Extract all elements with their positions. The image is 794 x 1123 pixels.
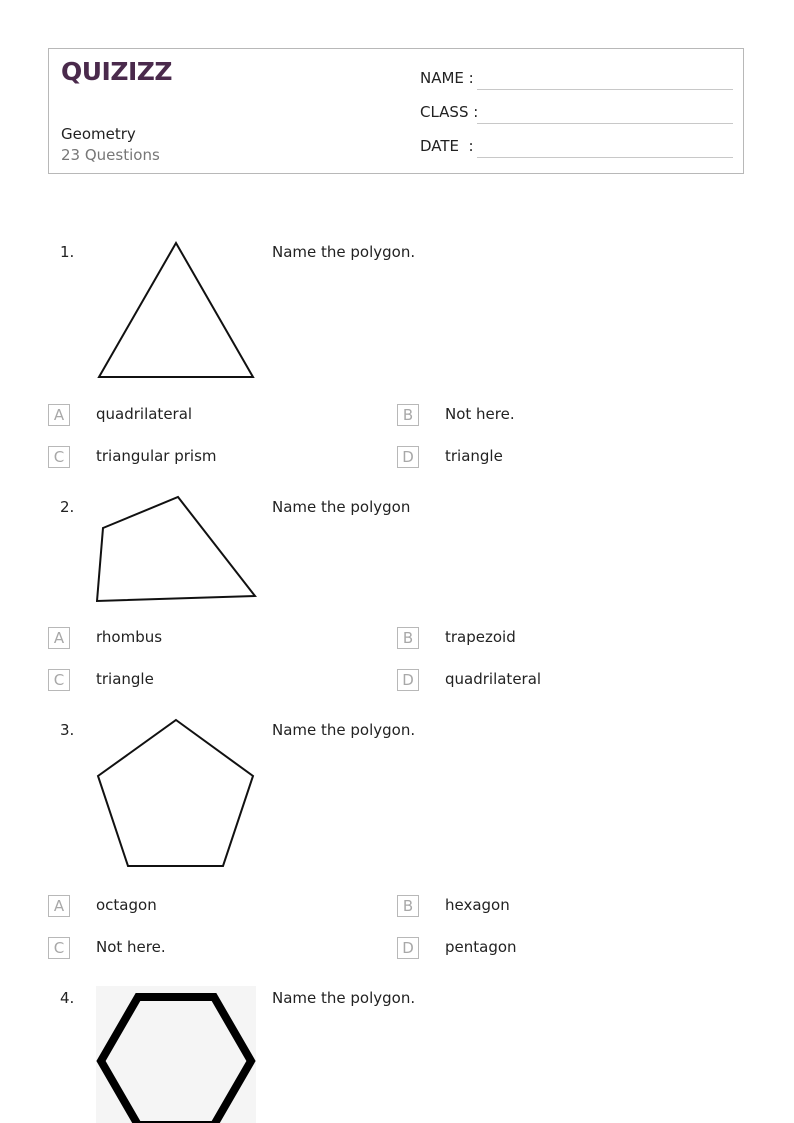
quadrilateral-figure <box>96 494 258 604</box>
option-letter: A <box>48 627 70 649</box>
option-text: octagon <box>96 896 157 914</box>
option-text: triangle <box>96 670 154 688</box>
question-3-text: Name the polygon. <box>272 721 416 739</box>
option-text: quadrilateral <box>96 405 193 423</box>
name-label: NAME : <box>420 69 474 87</box>
option-text: hexagon <box>445 896 510 914</box>
option-letter: D <box>397 669 419 691</box>
option-letter: D <box>397 446 419 468</box>
option-letter: C <box>48 669 70 691</box>
option-text: quadrilateral <box>445 670 542 688</box>
question-3-option-c[interactable] <box>48 937 348 961</box>
option-text: Not here. <box>96 938 166 956</box>
option-text: trapezoid <box>445 628 516 646</box>
option-letter: D <box>397 937 419 959</box>
hexagon-figure <box>96 986 256 1123</box>
question-3-number: 3. <box>60 721 75 739</box>
date-line <box>477 157 733 158</box>
option-letter: C <box>48 937 70 959</box>
question-4-text: Name the polygon. <box>272 989 416 1007</box>
option-letter: A <box>48 404 70 426</box>
option-text: pentagon <box>445 938 517 956</box>
question-1-option-b[interactable] <box>397 404 697 428</box>
option-letter: B <box>397 895 419 917</box>
question-3-option-a[interactable] <box>48 895 348 919</box>
option-text: Not here. <box>445 405 515 423</box>
question-2-text: Name the polygon <box>272 498 411 516</box>
class-line <box>477 123 733 124</box>
name-line <box>477 89 733 90</box>
question-2-number: 2. <box>60 498 75 516</box>
question-2-option-b[interactable] <box>397 627 697 651</box>
question-1-option-d[interactable] <box>397 446 697 470</box>
question-count: 23 Questions <box>61 146 160 164</box>
worksheet-title: Geometry <box>61 125 136 143</box>
triangle-figure <box>96 240 256 380</box>
worksheet-header <box>48 48 744 174</box>
option-letter: A <box>48 895 70 917</box>
date-label: DATE : <box>420 137 474 155</box>
question-1-number: 1. <box>60 243 75 261</box>
option-text: rhombus <box>96 628 163 646</box>
option-letter: B <box>397 404 419 426</box>
question-2-option-c[interactable] <box>48 669 348 693</box>
option-letter: B <box>397 627 419 649</box>
question-2-option-a[interactable] <box>48 627 348 651</box>
question-3-option-b[interactable] <box>397 895 697 919</box>
question-1-text: Name the polygon. <box>272 243 416 261</box>
question-4-number: 4. <box>60 989 75 1007</box>
question-1-option-a[interactable] <box>48 404 348 428</box>
pentagon-figure <box>96 718 256 870</box>
question-3-option-d[interactable] <box>397 937 697 961</box>
quizizz-logo: QUIZIZZ <box>61 57 173 86</box>
option-text: triangle <box>445 447 503 465</box>
option-letter: C <box>48 446 70 468</box>
question-1-option-c[interactable] <box>48 446 348 470</box>
class-label: CLASS : <box>420 103 479 121</box>
question-2-option-d[interactable] <box>397 669 697 693</box>
option-text: triangular prism <box>96 447 217 465</box>
